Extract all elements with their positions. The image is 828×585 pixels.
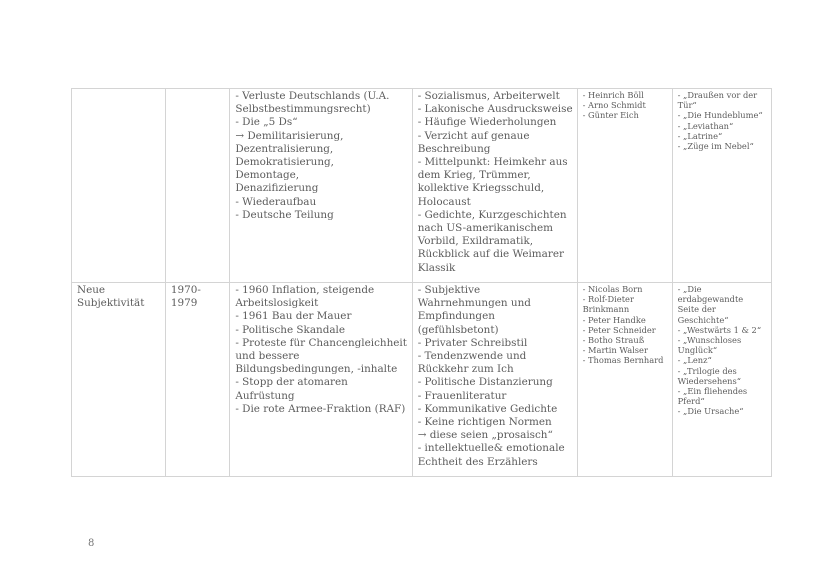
table-row bbox=[72, 283, 772, 477]
period-cell bbox=[165, 89, 229, 283]
epoch-cell: Neue Subjektivität bbox=[72, 283, 166, 477]
list-item: Denazifizierung bbox=[235, 182, 319, 195]
list-item: - Frauenliteratur bbox=[417, 389, 507, 402]
list-item: - Sozialismus, Arbeiterwelt bbox=[417, 90, 560, 102]
characteristics-cell bbox=[412, 283, 577, 477]
list-item: - Martin Walser bbox=[582, 345, 648, 356]
list-item: - Politische Distanzierung bbox=[417, 376, 553, 389]
works-cell bbox=[672, 283, 771, 477]
list-item: - Verluste Deutschlands (U.A. Selbstbestimmungsrecht) bbox=[235, 90, 390, 116]
list-item: - Tendenzwende und Rückkehr zum Ich bbox=[417, 350, 527, 376]
list-item: - Subjektive Wahrnehmungen und Empfindungen (gefühlsbetont) bbox=[417, 284, 531, 336]
historical-background-cell bbox=[230, 283, 412, 477]
list-item: → diese seien „prosaisch“ bbox=[417, 429, 553, 442]
list-item: - „Die Ursache“ bbox=[677, 406, 744, 417]
list-item: - Wiederaufbau bbox=[235, 195, 317, 208]
list-item: - Proteste für Chancengleichheit und bessere Bildungsbedingungen, -inhalte bbox=[235, 336, 407, 376]
list-item: - Peter Handke bbox=[582, 314, 646, 325]
list-item: - „Trilogie des Wiedersehens“ bbox=[677, 365, 741, 386]
list-item: Demontage, bbox=[235, 169, 300, 182]
list-item: → Demilitarisierung, bbox=[235, 129, 344, 142]
list-item: - Mittelpunkt: Heimkehr aus dem Krieg, Trümmer, kollektive Kriegsschuld, Holocaust bbox=[417, 156, 568, 208]
list-item: - „Lenz“ bbox=[677, 355, 712, 366]
list-item: - „Wunschloses Unglück“ bbox=[677, 335, 742, 356]
list-item: - Rolf-Dieter Brinkmann bbox=[582, 294, 634, 315]
epoch-cell bbox=[72, 89, 166, 283]
list-item: - Verzicht auf genaue Beschreibung bbox=[417, 129, 530, 155]
list-item: - Keine richtigen Normen bbox=[417, 416, 552, 429]
list-item: - „Züge im Nebel“ bbox=[677, 141, 754, 152]
characteristics-cell bbox=[412, 89, 577, 283]
authors-cell bbox=[577, 283, 672, 477]
list-item: - Lakonische Ausdrucksweise bbox=[417, 103, 573, 116]
list-item: - Politische Skandale bbox=[235, 323, 346, 336]
list-item: - Nicolas Born bbox=[582, 284, 643, 294]
list-item: - Gedichte, Kurzgeschichten nach US-amerikanischem Vorbild, Exildramatik, Rückblick auf die Weimarer Klassik bbox=[417, 208, 567, 274]
list-item: - „Latrine“ bbox=[677, 130, 723, 141]
list-item: - Heinrich Böll bbox=[582, 90, 644, 100]
list-item: - Deutsche Teilung bbox=[235, 208, 334, 221]
list-item: - Günter Eich bbox=[582, 110, 639, 121]
list-item: - Die „5 Ds“ bbox=[235, 116, 298, 129]
list-item: - 1960 Inflation, steigende Arbeitslosigkeit bbox=[235, 284, 375, 310]
list-item: Demokratisierung, bbox=[235, 156, 334, 169]
page-number: 8 bbox=[88, 538, 95, 549]
list-item: - „Leviathan“ bbox=[677, 120, 734, 131]
list-item: - Peter Schneider bbox=[582, 324, 656, 335]
period-cell: 1970-1979 bbox=[165, 283, 229, 477]
list-item: - „Ein fliehendes Pferd“ bbox=[677, 386, 748, 407]
list-item: - Kommunikative Gedichte bbox=[417, 402, 558, 415]
historical-background-cell bbox=[230, 89, 412, 283]
list-item: - 1961 Bau der Mauer bbox=[235, 310, 352, 323]
list-item: - „Westwärts 1 & 2“ bbox=[677, 324, 762, 335]
list-item: - intellektuelle& emotionale Echtheit des Erzählers bbox=[417, 442, 565, 468]
list-item: - Stopp der atomaren Aufrüstung bbox=[235, 376, 348, 402]
literature-epochs-table bbox=[71, 88, 772, 477]
list-item: - „Die erdabgewandte Seite der Geschichte“ bbox=[677, 284, 744, 325]
list-item: - Häufige Wiederholungen bbox=[417, 116, 557, 129]
table-row bbox=[72, 89, 772, 283]
works-cell bbox=[672, 89, 771, 283]
list-item: - „Draußen vor der Tür“ bbox=[677, 90, 758, 111]
authors-cell bbox=[577, 89, 672, 283]
list-item: - Privater Schreibstil bbox=[417, 336, 528, 349]
list-item: - Botho Strauß bbox=[582, 335, 645, 346]
list-item: - Arno Schmidt bbox=[582, 100, 646, 111]
list-item: - Die rote Armee-Fraktion (RAF) bbox=[235, 402, 406, 415]
list-item: Dezentralisierung, bbox=[235, 142, 334, 155]
list-item: - „Die Hundeblume“ bbox=[677, 110, 763, 121]
list-item: - Thomas Bernhard bbox=[582, 355, 664, 366]
